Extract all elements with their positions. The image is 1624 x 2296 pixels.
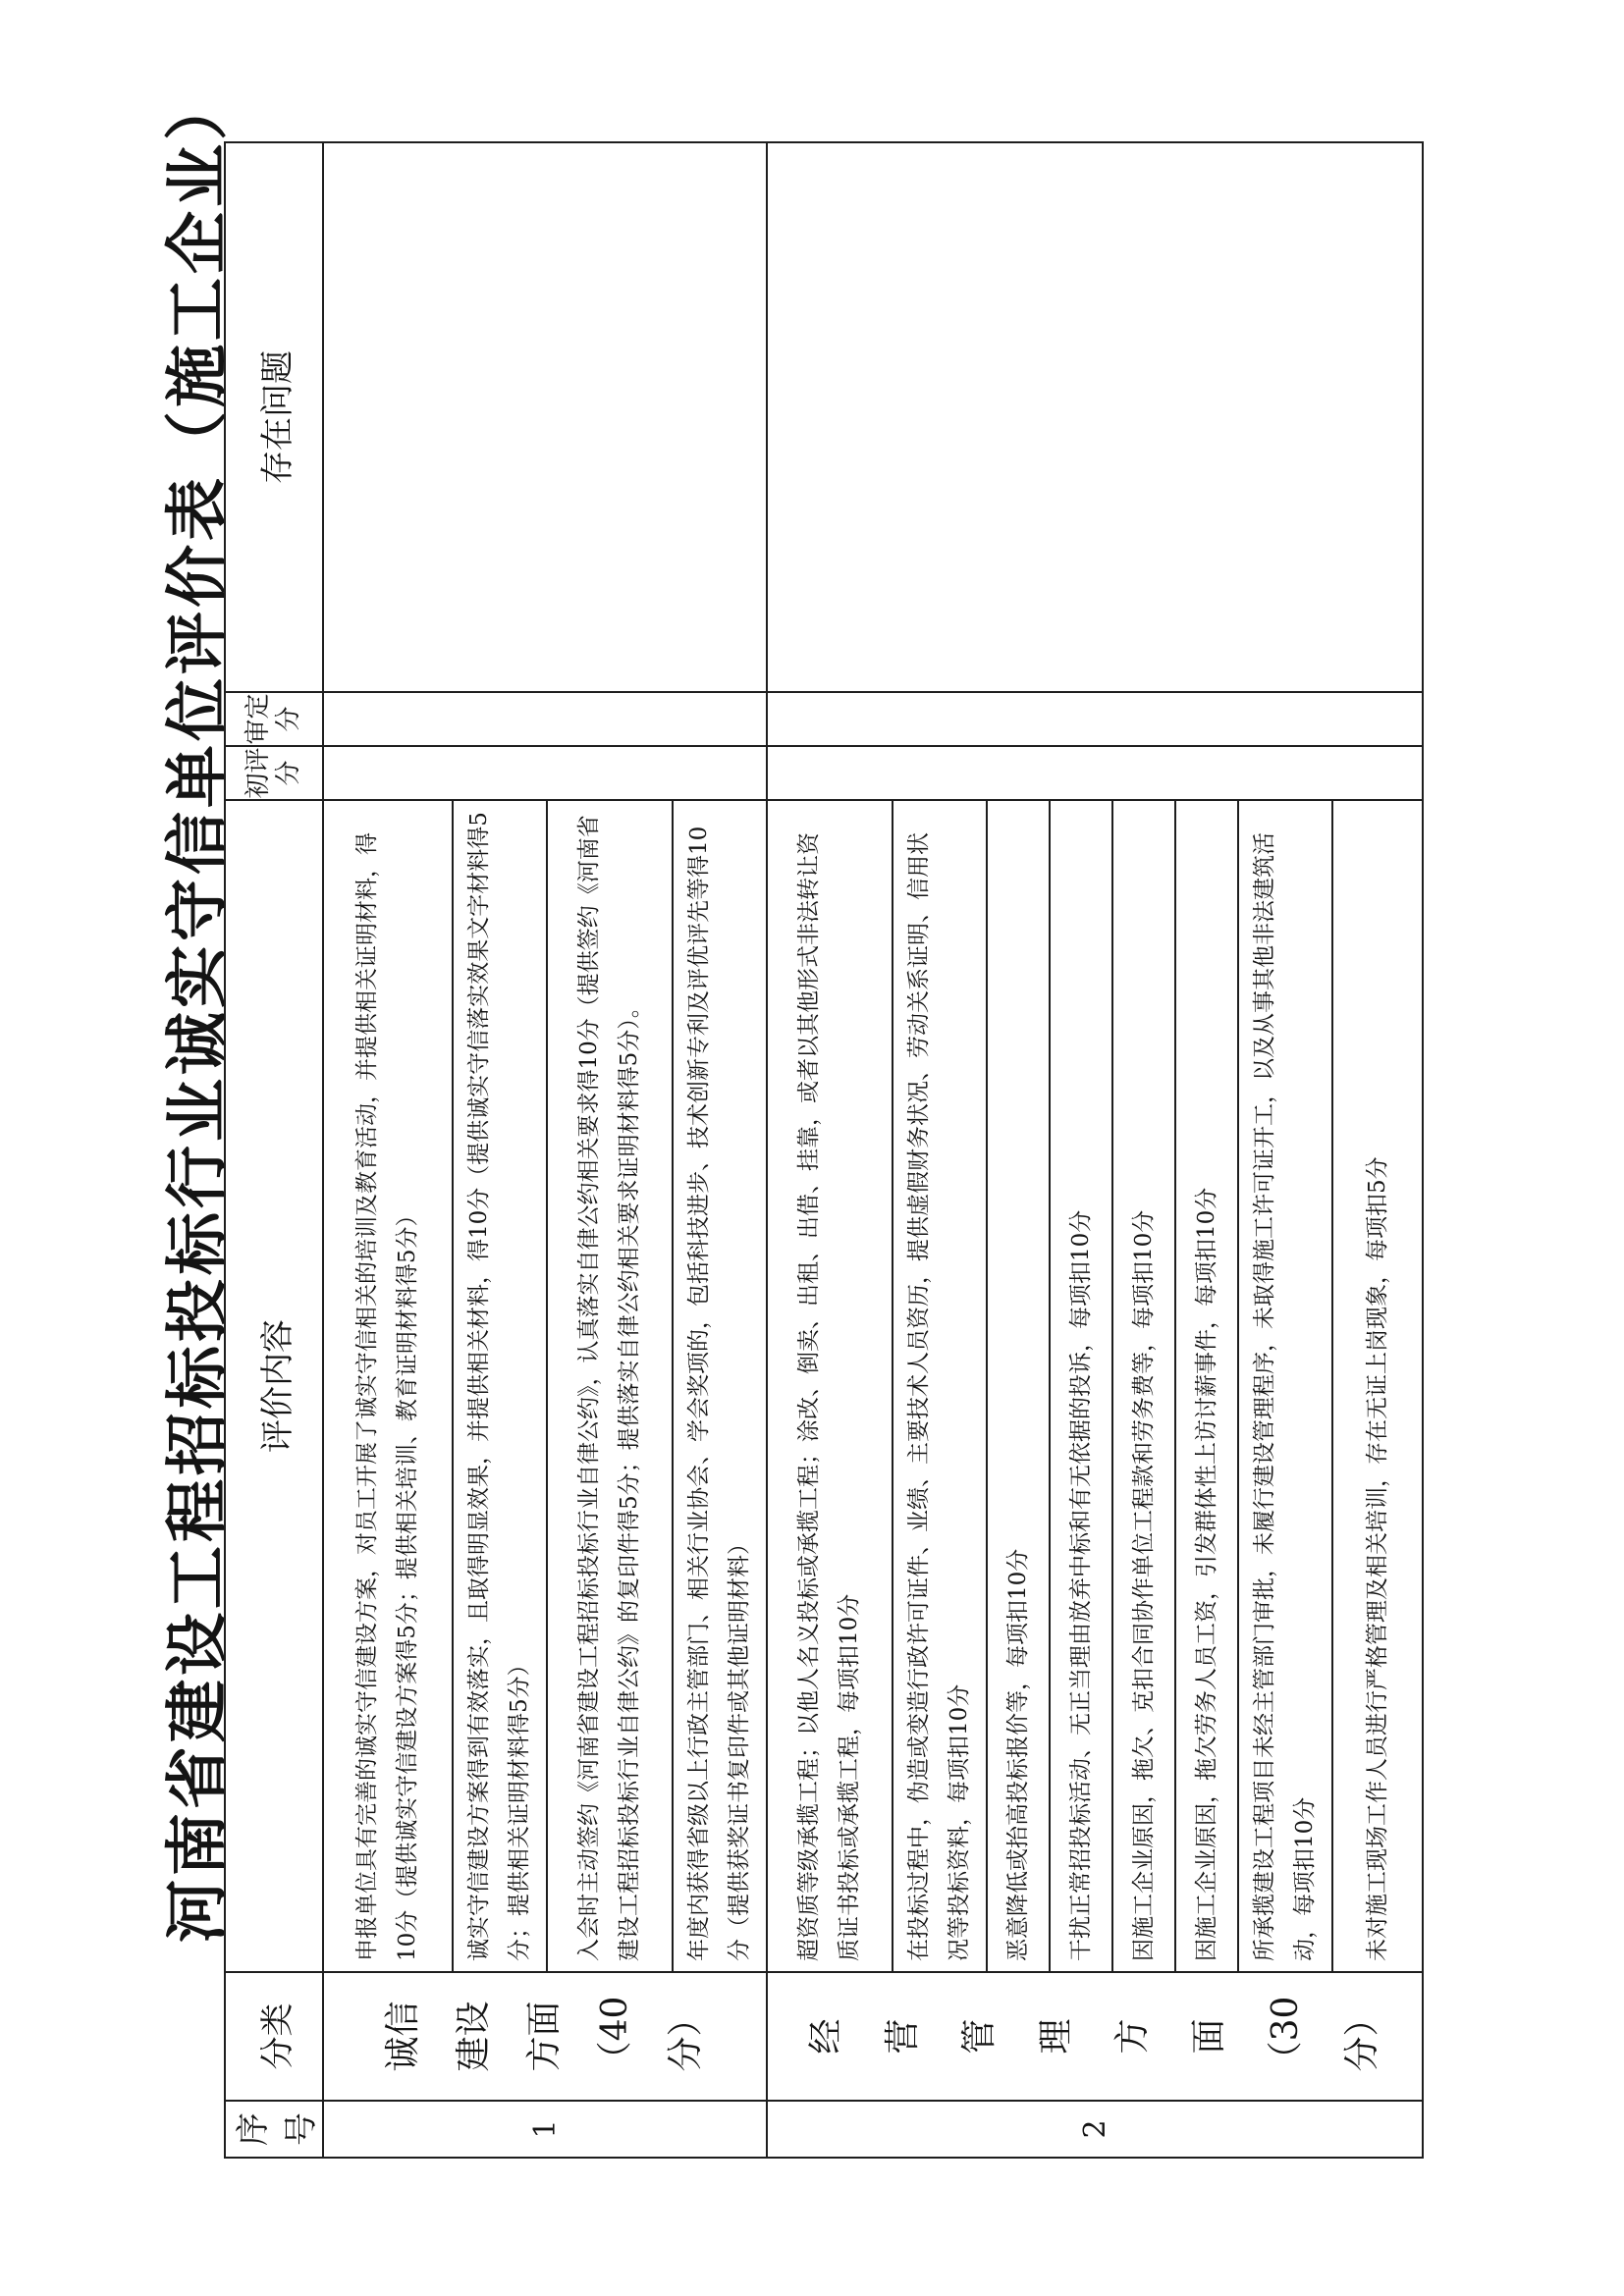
criterion-text: 在投标过程中，伪造或变造行政许可证件、业绩、主要技术人员资历，提供虚假财务状况、劳动关系证明、信用状况等投标资料，每项扣10分	[893, 800, 987, 1972]
section-2-initial-score	[767, 746, 1423, 800]
criterion-text: 因施工企业原因，拖欠劳务人员工资，引发群体性上访讨薪事件，每项扣10分	[1175, 800, 1238, 1972]
section-1-seq: 1	[323, 2101, 767, 2158]
criterion-text: 诚实守信建设方案得到有效落实，且取得明显效果，并提供相关材料，得10分（提供诚实守信落实效果文字材料得5分；提供相关证明材料得5分）	[453, 800, 547, 1972]
criterion-text: 恶意降低或抬高投标报价等，每项扣10分	[987, 800, 1050, 1972]
header-content: 评价内容	[225, 800, 323, 1972]
section-1-category	[323, 1972, 767, 2101]
header-issues: 存在问题	[225, 142, 323, 692]
criterion-text: 年度内获得省级以上行政主管部门、相关行业协会、学会奖项的，包括科技进步、技术创新专利及评优评先等得10分（提供获奖证书复印件或其他证明材料）	[673, 800, 767, 1972]
category-line: （40分）	[595, 1996, 706, 2077]
header-initial-score: 初评分	[225, 746, 323, 800]
table-header-row	[225, 142, 323, 2158]
header-category: 分类	[225, 1972, 323, 2101]
table-row	[323, 142, 453, 2158]
header-final-score: 审定分	[225, 692, 323, 746]
evaluation-table	[224, 141, 1424, 2159]
category-line: （30分）	[1266, 1996, 1382, 2077]
category-line: 方	[1112, 2018, 1153, 2055]
section-2-final-score	[767, 692, 1423, 746]
section-2-issues	[767, 142, 1423, 692]
criterion-text: 入会时主动签约《河南省建设工程招标投标行业自律公约》，认真落实自律公约相关要求得10分（提供签约《河南省建设工程招标投标行业自律公约》的复印件得5分；提供落实自律公约相关要求证明材料得5分）。	[547, 800, 673, 1972]
page-title: 河南省建设工程招标投标行业诚实守信单位评价表（施工企业）	[162, 74, 235, 1943]
category-line: 建设	[454, 2001, 494, 2072]
section-2-category	[767, 1972, 1423, 2101]
section-2-seq: 2	[767, 2101, 1423, 2158]
category-line: 方面	[524, 2001, 565, 2072]
section-1-issues	[323, 142, 767, 692]
criterion-text: 干扰正常招投标活动、无正当理由放弃中标和有无依据的投诉，每项扣10分	[1050, 800, 1112, 1972]
section-1-initial-score	[323, 746, 767, 800]
criterion-text: 因施工企业原因，拖欠、克扣合同协作单位工程款和劳务费等，每项扣10分	[1112, 800, 1175, 1972]
criterion-text: 超资质等级承揽工程；以他人名义投标或承揽工程；涂改、倒卖、出租、出借、挂靠，或者以其他形式非法转让资质证书投标或承揽工程，每项扣10分	[767, 800, 893, 1972]
category-line: 营	[883, 2018, 923, 2055]
criterion-text: 所承揽建设工程项目未经主管部门审批，未履行建设管理程序，未取得施工许可证开工，以及从事其他非法建筑活动，每项扣10分	[1238, 800, 1332, 1972]
criterion-text: 未对施工现场工作人员进行严格管理及相关培训，存在无证上岗现象，每项扣5分	[1332, 800, 1423, 1972]
header-seq: 序号	[225, 2101, 323, 2158]
criterion-text: 申报单位具有完善的诚实守信建设方案，对员工开展了诚实守信相关的培训及教育活动，并提供相关证明材料，得10分（提供诚实守信建设方案得5分；提供相关培训、教育证明材料得5分）	[323, 800, 453, 1972]
category-line: 经	[806, 2018, 846, 2055]
category-line: 管	[959, 2018, 1000, 2055]
category-line: 诚信	[383, 2001, 423, 2072]
category-line: 面	[1189, 2018, 1229, 2055]
category-line: 理	[1036, 2018, 1076, 2055]
section-1-final-score	[323, 692, 767, 746]
table-row	[767, 142, 893, 2158]
